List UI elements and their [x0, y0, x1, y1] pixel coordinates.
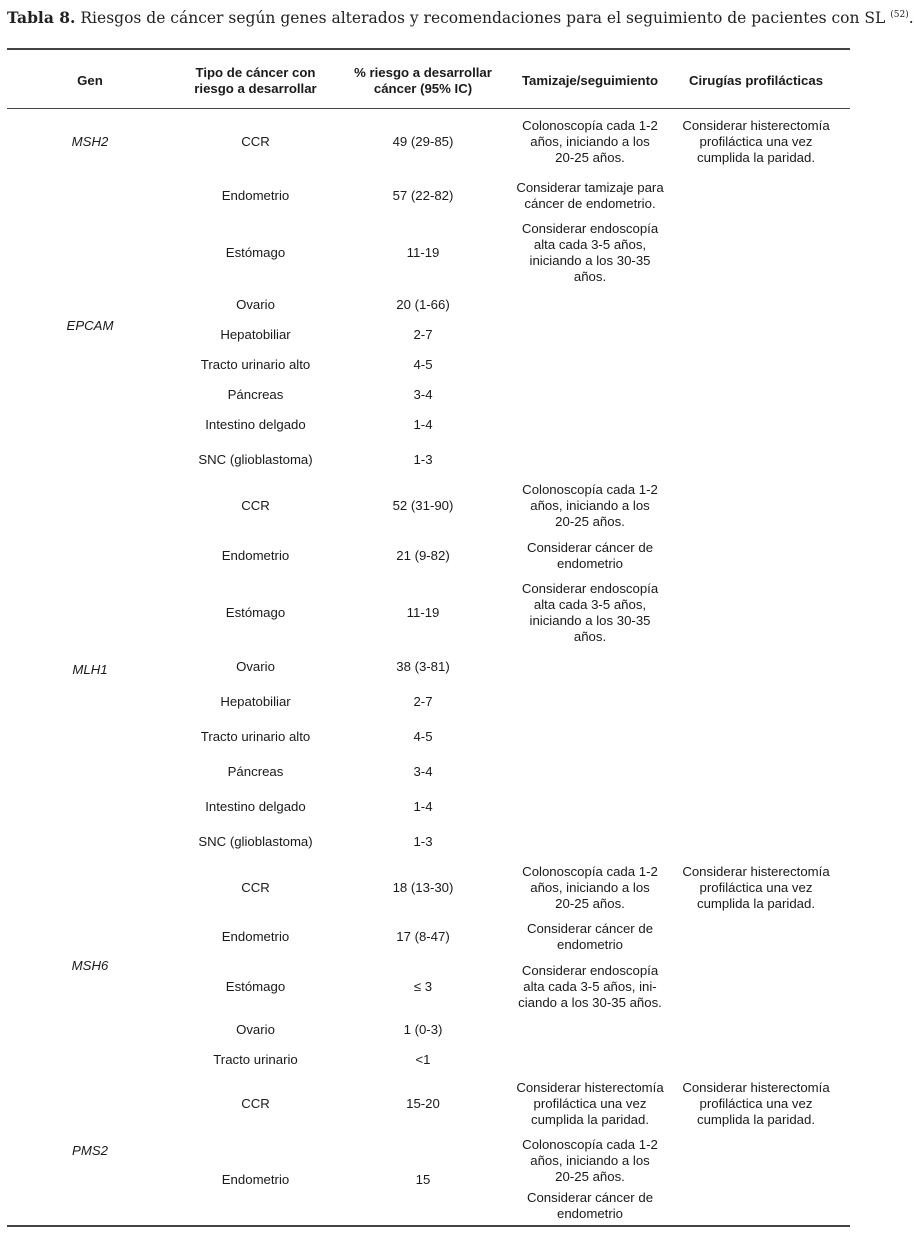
tamizaje-cell — [505, 540, 675, 572]
tamizaje-line: cumplida la paridad. — [530, 1112, 650, 1127]
tamizaje-line: 20-25 años. — [555, 514, 625, 529]
tamizaje-line: Considerar cáncer de — [526, 1190, 654, 1205]
row-cancer-type: Endometrio — [221, 548, 290, 563]
row-risk: 52 (31-90) — [392, 498, 454, 513]
tamizaje-cell — [505, 482, 675, 530]
tamizaje-line: Colonoscopía cada 1-2 — [522, 864, 658, 879]
row-risk: 15-20 — [406, 1096, 440, 1111]
gene-msh6: MSH6 — [71, 958, 109, 973]
tamizaje-line: endometrio — [557, 556, 623, 571]
row-cancer-type: Estómago — [225, 979, 286, 994]
row-risk: 1-4 — [413, 799, 433, 814]
tamizaje-cell — [505, 1080, 675, 1128]
tamizaje-line: alta cada 3-5 años, — [533, 597, 647, 612]
cirugia-line: Considerar histerectomía — [682, 1080, 830, 1095]
caption-label: Tabla 8. — [7, 8, 76, 27]
cirugia-cell — [676, 864, 836, 912]
tamizaje-line: años, iniciando a los — [530, 498, 650, 513]
header-riesgo-line-1: % riesgo a desarrollar — [354, 65, 492, 80]
header-tipo — [168, 65, 343, 97]
gene-epcam: EPCAM — [66, 318, 114, 333]
bottom-rule — [7, 1225, 850, 1227]
tamizaje-line: años. — [573, 629, 607, 644]
cirugia-line: profiláctica una vez — [699, 1096, 813, 1111]
header-cirugias: Cirugías profilácticas — [688, 73, 824, 88]
tamizaje-line: endometrio — [557, 1206, 623, 1221]
row-risk: 1-3 — [413, 834, 433, 849]
tamizaje-line: 20-25 años. — [555, 150, 625, 165]
caption-text: Riesgos de cáncer según genes alterados y recomendaciones para el seguimiento de pacientes con SL — [80, 9, 886, 27]
gene-mlh1: MLH1 — [72, 662, 108, 677]
row-cancer-type: Ovario — [236, 297, 275, 312]
row-cancer-type: Endometrio — [221, 188, 290, 203]
row-risk: 57 (22-82) — [392, 188, 454, 203]
tamizaje-line: Considerar endoscopía — [521, 221, 659, 236]
tamizaje-cell — [505, 221, 675, 285]
row-cancer-type: Ovario — [236, 659, 275, 674]
row-risk: 11-19 — [406, 245, 440, 260]
cirugia-line: Considerar histerectomía — [682, 864, 830, 879]
row-cancer-type: Intestino delgado — [205, 799, 306, 814]
tamizaje-line: Considerar cáncer de — [526, 921, 654, 936]
tamizaje-line: años, iniciando a los — [530, 1153, 650, 1168]
tamizaje-line: ciando a los 30-35 años. — [518, 995, 662, 1010]
row-risk: 3-4 — [413, 387, 433, 402]
row-risk: 4-5 — [413, 729, 433, 744]
row-cancer-type: Páncreas — [227, 764, 284, 779]
row-cancer-type: Tracto urinario — [213, 1052, 298, 1067]
row-cancer-type: SNC (glioblastoma) — [198, 452, 313, 467]
tamizaje-cell — [505, 1190, 675, 1222]
tamizaje-cell — [505, 581, 675, 645]
header-riesgo-line-2: cáncer (95% IC) — [373, 81, 473, 96]
tamizaje-line: Considerar histerectomía — [516, 1080, 664, 1095]
gene-pms2: PMS2 — [72, 1143, 108, 1158]
tamizaje-line: alta cada 3-5 años, ini- — [523, 979, 657, 994]
header-gen: Gen — [77, 73, 103, 88]
tamizaje-line: Colonoscopía cada 1-2 — [522, 118, 658, 133]
tamizaje-cell — [505, 864, 675, 912]
row-risk: 1-3 — [413, 452, 433, 467]
row-risk: 49 (29-85) — [392, 134, 454, 149]
cirugia-line: cumplida la paridad. — [696, 896, 816, 911]
header-rule — [7, 108, 850, 109]
header-tipo-line-1: Tipo de cáncer con — [195, 65, 316, 80]
cirugia-line: cumplida la paridad. — [696, 150, 816, 165]
cirugia-cell — [676, 118, 836, 166]
row-cancer-type: Tracto urinario alto — [200, 357, 311, 372]
tamizaje-line: Considerar cáncer de — [526, 540, 654, 555]
tamizaje-line: Colonoscopía cada 1-2 — [522, 482, 658, 497]
row-risk: 4-5 — [413, 357, 433, 372]
row-risk: 15 — [415, 1172, 431, 1187]
tamizaje-cell — [505, 180, 675, 212]
cirugia-cell — [676, 1080, 836, 1128]
tamizaje-line: años. — [573, 269, 607, 284]
row-cancer-type: Páncreas — [227, 387, 284, 402]
row-cancer-type: Endometrio — [221, 929, 290, 944]
tamizaje-cell — [505, 921, 675, 953]
row-cancer-type: Hepatobiliar — [220, 694, 291, 709]
tamizaje-line: iniciando a los 30-35 — [529, 253, 651, 268]
tamizaje-line: Considerar tamizaje para — [516, 180, 664, 195]
row-cancer-type: Endometrio — [221, 1172, 290, 1187]
header-tamizaje: Tamizaje/seguimiento — [521, 73, 659, 88]
row-cancer-type: Tracto urinario alto — [200, 729, 311, 744]
table-caption — [7, 8, 914, 27]
tamizaje-line: años, iniciando a los — [530, 880, 650, 895]
tamizaje-line: 20-25 años. — [555, 1169, 625, 1184]
row-cancer-type: CCR — [241, 498, 270, 513]
tamizaje-line: 20-25 años. — [555, 896, 625, 911]
row-risk: 38 (3-81) — [396, 659, 450, 674]
row-risk: 1-4 — [413, 417, 433, 432]
row-cancer-type: Ovario — [236, 1022, 275, 1037]
row-risk: 2-7 — [413, 694, 433, 709]
row-cancer-type: SNC (glioblastoma) — [198, 834, 313, 849]
row-risk: 11-19 — [406, 605, 440, 620]
row-risk: 17 (8-47) — [396, 929, 450, 944]
cirugia-line: profiláctica una vez — [699, 880, 813, 895]
tamizaje-line: iniciando a los 30-35 — [529, 613, 651, 628]
tamizaje-cell — [505, 118, 675, 166]
tamizaje-line: años, iniciando a los — [530, 134, 650, 149]
row-risk: 21 (9-82) — [396, 548, 450, 563]
row-cancer-type: CCR — [241, 880, 270, 895]
header-riesgo — [345, 65, 501, 97]
row-risk: 20 (1-66) — [396, 297, 450, 312]
row-cancer-type: Intestino delgado — [205, 417, 306, 432]
row-risk: 2-7 — [413, 327, 433, 342]
tamizaje-cell — [505, 1137, 675, 1185]
row-cancer-type: CCR — [241, 1096, 270, 1111]
header-tipo-line-2: riesgo a desarrollar — [194, 81, 317, 96]
row-risk: <1 — [415, 1052, 431, 1067]
row-risk: 3-4 — [413, 764, 433, 779]
top-rule — [7, 48, 850, 50]
row-risk: 1 (0-3) — [403, 1022, 443, 1037]
gene-msh2: MSH2 — [71, 134, 109, 149]
cirugia-line: Considerar histerectomía — [682, 118, 830, 133]
tamizaje-line: Considerar endoscopía — [521, 963, 659, 978]
row-cancer-type: Hepatobiliar — [220, 327, 291, 342]
cirugia-line: profiláctica una vez — [699, 134, 813, 149]
tamizaje-line: alta cada 3-5 años, — [533, 237, 647, 252]
tamizaje-line: profiláctica una vez — [533, 1096, 647, 1111]
cirugia-line: cumplida la paridad. — [696, 1112, 816, 1127]
caption-end: . — [908, 9, 914, 27]
row-cancer-type: Estómago — [225, 605, 286, 620]
tamizaje-line: cáncer de endometrio. — [524, 196, 656, 211]
tamizaje-cell — [505, 963, 675, 1011]
tamizaje-line: endometrio — [557, 937, 623, 952]
caption-ref: (52) — [890, 10, 909, 20]
row-risk: ≤ 3 — [413, 979, 433, 994]
tamizaje-line: Colonoscopía cada 1-2 — [522, 1137, 658, 1152]
row-cancer-type: CCR — [241, 134, 270, 149]
row-cancer-type: Estómago — [225, 245, 286, 260]
tamizaje-line: Considerar endoscopía — [521, 581, 659, 596]
row-risk: 18 (13-30) — [392, 880, 454, 895]
